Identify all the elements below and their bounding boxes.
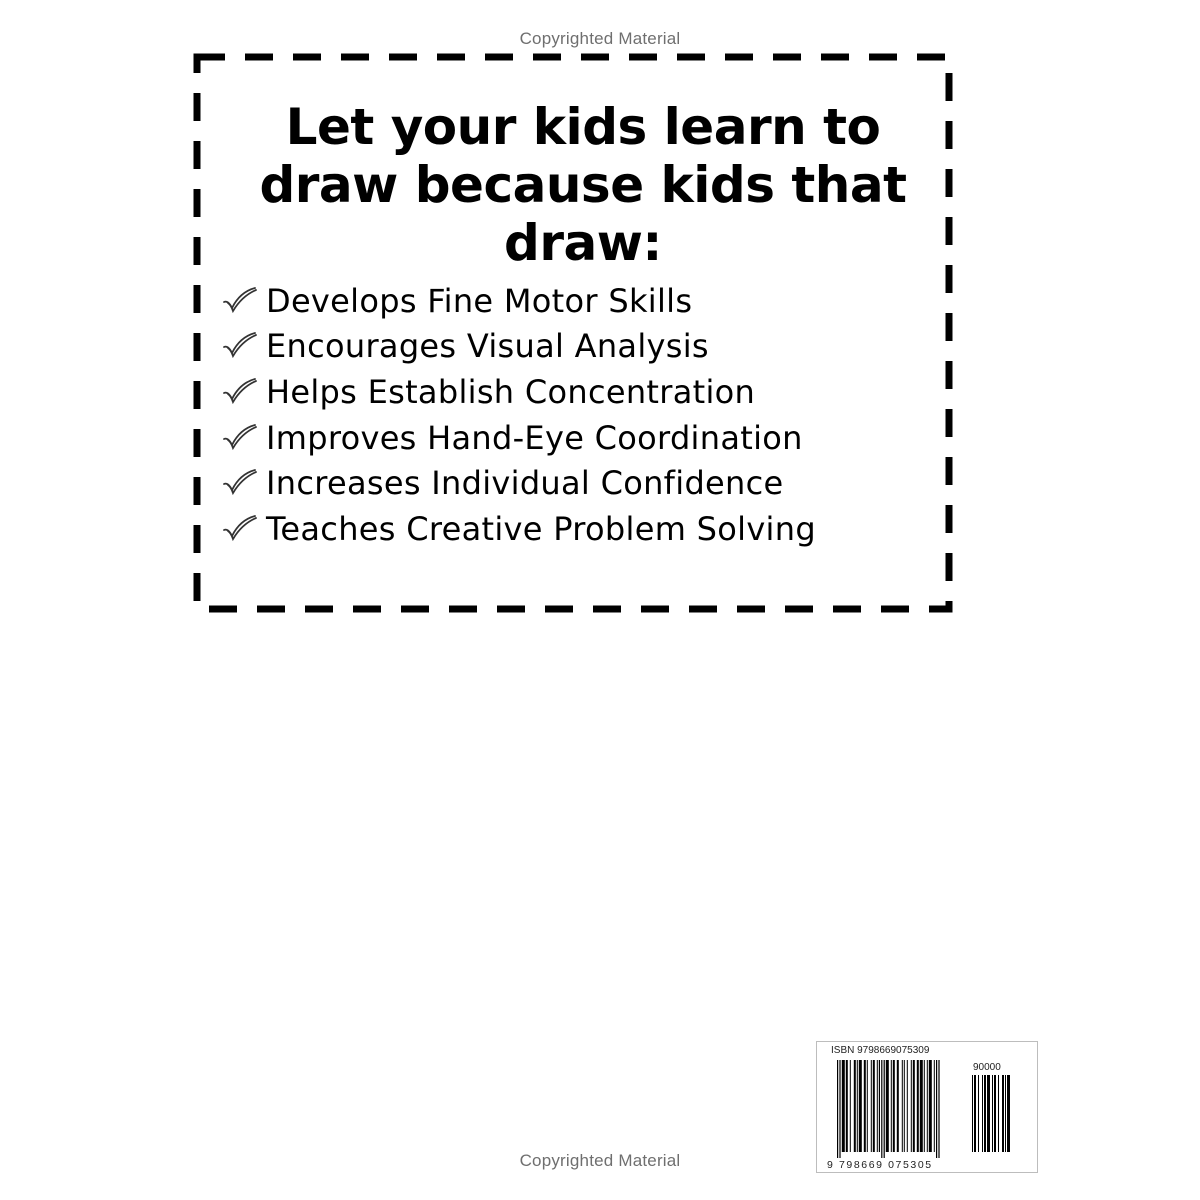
checkmark-icon	[222, 423, 258, 453]
benefit-text: Encourages Visual Analysis	[266, 327, 709, 366]
barcode-bar	[854, 1060, 856, 1152]
benefits-list	[222, 278, 816, 552]
barcode-bar	[867, 1060, 868, 1152]
benefit-item	[222, 460, 816, 506]
barcode-bar	[984, 1075, 986, 1152]
barcode-bar	[864, 1060, 866, 1152]
copyright-watermark-top: Copyrighted Material	[519, 29, 681, 48]
barcode-bar	[904, 1060, 905, 1152]
copyright-watermark-bottom: Copyrighted Material	[519, 1151, 681, 1170]
barcode-bar	[893, 1060, 895, 1152]
barcode-bar	[978, 1075, 979, 1152]
addon-barcode-bars	[972, 1075, 1018, 1158]
barcode-bar	[938, 1060, 939, 1158]
isbn-digits: 9 798669 075305	[827, 1159, 933, 1171]
checkmark-icon	[222, 377, 258, 407]
headline	[213, 98, 953, 272]
barcode-bar	[891, 1060, 892, 1152]
benefit-item	[222, 324, 816, 370]
benefit-item	[222, 506, 816, 552]
barcode-bar	[1007, 1075, 1010, 1152]
benefit-item	[222, 415, 816, 461]
headline-line-3: draw:	[504, 214, 662, 272]
checkmark-icon	[222, 468, 258, 498]
isbn-label: ISBN 9798669075309	[831, 1045, 930, 1056]
barcode-bar	[842, 1060, 845, 1152]
barcode-bar	[1002, 1075, 1004, 1152]
benefit-item	[222, 369, 816, 415]
barcode-bar	[927, 1060, 928, 1152]
barcode-bar	[879, 1060, 880, 1152]
barcode-bar	[936, 1060, 937, 1158]
barcode-bar	[907, 1060, 908, 1152]
barcode-bar	[846, 1060, 848, 1152]
barcode-bar	[987, 1075, 990, 1152]
barcode-bar	[881, 1060, 882, 1158]
barcode-bar	[913, 1060, 915, 1152]
barcode-bar	[886, 1060, 889, 1152]
barcode-bar	[837, 1060, 838, 1158]
price-code: 90000	[973, 1062, 1001, 1073]
barcode-bar	[917, 1060, 919, 1152]
barcode-bar	[877, 1060, 878, 1152]
benefit-text: Improves Hand-Eye Coordination	[266, 418, 803, 457]
barcode-bar	[884, 1060, 885, 1158]
benefit-item	[222, 278, 816, 324]
barcode-bar	[920, 1060, 923, 1152]
checkmark-icon	[222, 286, 258, 316]
barcode-bar	[934, 1060, 935, 1152]
headline-line-1: Let your kids learn to	[285, 98, 881, 156]
barcode-bar	[972, 1075, 973, 1152]
headline-line-2: draw because kids that	[259, 156, 907, 214]
checkmark-icon	[222, 514, 258, 544]
barcode-bar	[902, 1060, 903, 1152]
barcode-bar	[924, 1060, 925, 1152]
barcode-bar	[850, 1060, 851, 1152]
barcode-bar	[998, 1075, 999, 1152]
barcode-bar	[982, 1075, 983, 1152]
barcode-bar	[871, 1060, 872, 1152]
benefit-text: Increases Individual Confidence	[266, 464, 784, 503]
barcode-bar	[897, 1060, 899, 1152]
benefit-text: Teaches Creative Problem Solving	[266, 509, 816, 548]
barcode-bar	[911, 1060, 912, 1152]
barcode-bar	[839, 1060, 840, 1158]
benefit-text: Develops Fine Motor Skills	[266, 281, 693, 320]
barcode-bar	[929, 1060, 932, 1152]
barcode-bar	[857, 1060, 858, 1152]
barcode-bar	[859, 1060, 862, 1152]
checkmark-icon	[222, 331, 258, 361]
barcode-bars	[837, 1060, 965, 1158]
barcode-bar	[873, 1060, 875, 1152]
barcode-bar	[992, 1075, 993, 1152]
barcode-bar	[1005, 1075, 1006, 1152]
barcode-bar	[974, 1075, 976, 1152]
barcode-bar	[994, 1075, 996, 1152]
benefit-text: Helps Establish Concentration	[266, 372, 756, 411]
